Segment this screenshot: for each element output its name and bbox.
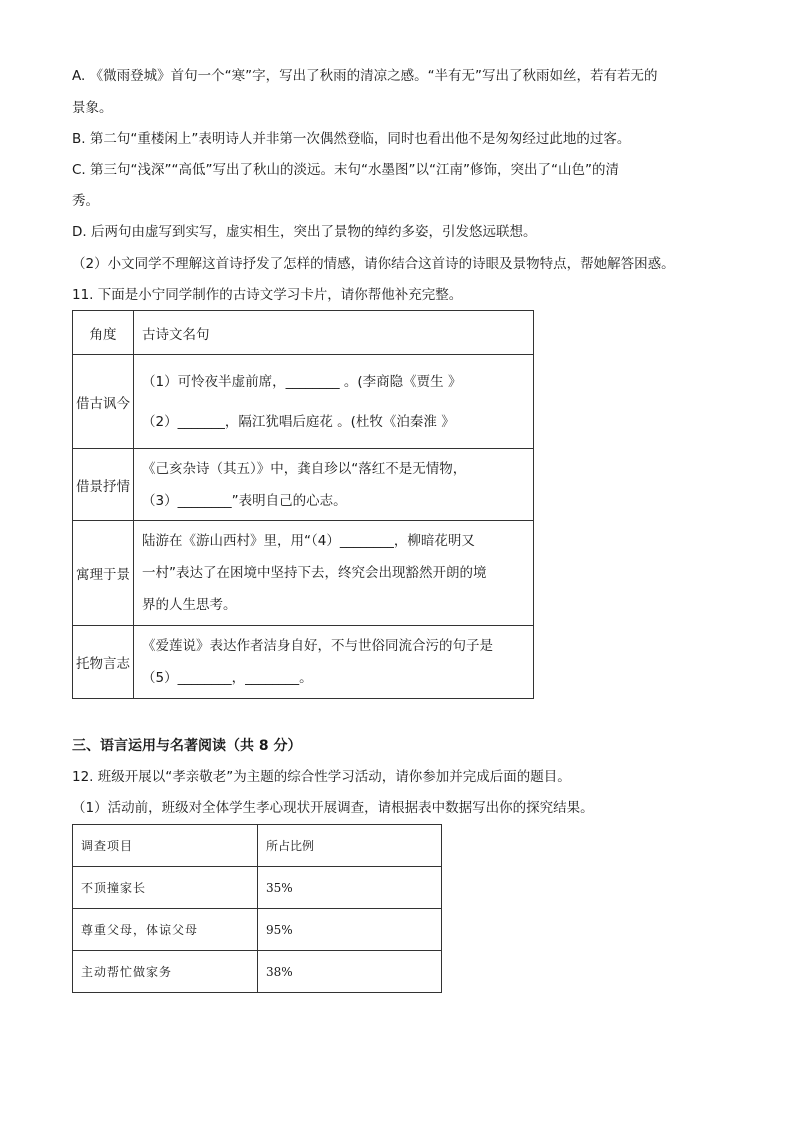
line: （5）________，________。 <box>142 670 313 686</box>
survey-item: 尊重父母，体谅父母 <box>73 909 258 951</box>
header-famous-lines: 古诗文名句 <box>134 311 534 355</box>
table-row <box>73 909 442 951</box>
lines-cell <box>134 355 534 449</box>
option-c-line2: 秀。 <box>72 193 99 209</box>
option-a-line2: 景象。 <box>72 100 113 116</box>
angle-cell: 借景抒情 <box>73 449 134 521</box>
header-proportion: 所占比例 <box>258 825 442 867</box>
line: （2）_______，隔江犹唱后庭花 。(杜牧《泊秦淮 》 <box>142 413 455 430</box>
lines-cell <box>134 521 534 626</box>
survey-value: 35% <box>258 867 442 909</box>
angle-cell: 借古讽今 <box>73 355 134 449</box>
table-row <box>73 521 534 626</box>
option-a-line1: A. 《微雨登城》首句一个“寒”字，写出了秋雨的清凉之感。“半有无”写出了秋雨如丝，若有若无的 <box>72 68 658 84</box>
line: （1）可怜夜半虚前席，________ 。(李商隐《贾生 》 <box>142 373 462 390</box>
question-12: 12. 班级开展以“孝亲敬老”为主题的综合性学习活动，请你参加并完成后面的题目。 <box>72 769 571 785</box>
line: 陆游在《游山西村》里，用“（4）________，柳暗花明又 <box>142 533 475 549</box>
question-10-2: （2）小文同学不理解这首诗抒发了怎样的情感，请你结合这首诗的诗眼及景物特点，帮她解答困惑。 <box>72 256 675 272</box>
table-row <box>73 355 534 449</box>
option-c-line1: C. 第三句“浅深”“高低”写出了秋山的淡远。末句“水墨图”以“江南”修饰，突出了“山色”的清 <box>72 162 619 178</box>
survey-item: 不顶撞家长 <box>73 867 258 909</box>
question-12-1: （1）活动前，班级对全体学生孝心现状开展调查，请根据表中数据写出你的探究结果。 <box>72 800 594 816</box>
lines-cell <box>134 626 534 699</box>
lines-cell <box>134 449 534 521</box>
option-d: D. 后两句由虚写到实写，虚实相生，突出了景物的绰约多姿，引发悠远联想。 <box>72 224 537 240</box>
option-b: B. 第二句“重楼闲上”表明诗人并非第一次偶然登临，同时也看出他不是匆匆经过此地的过客。 <box>72 131 631 147</box>
line: （3）________”表明自己的心志。 <box>142 492 347 509</box>
question-11: 11. 下面是小宁同学制作的古诗文学习卡片，请你帮他补充完整。 <box>72 287 463 303</box>
table-row <box>73 951 442 993</box>
section-3-heading: 三、语言运用与名著阅读（共 8 分） <box>72 738 302 754</box>
survey-item: 主动帮忙做家务 <box>73 951 258 993</box>
table-header-row <box>73 311 534 355</box>
header-angle: 角度 <box>73 311 134 355</box>
angle-cell: 寓理于景 <box>73 521 134 626</box>
angle-cell: 托物言志 <box>73 626 134 699</box>
line: 界的人生思考。 <box>142 597 237 613</box>
line: 一村”表达了在困境中坚持下去，终究会出现豁然开朗的境 <box>142 565 487 581</box>
poetry-card-table <box>72 310 534 699</box>
header-survey-item: 调查项目 <box>73 825 258 867</box>
survey-value: 95% <box>258 909 442 951</box>
table-row <box>73 449 534 521</box>
table-header-row <box>73 825 442 867</box>
survey-value: 38% <box>258 951 442 993</box>
survey-table <box>72 824 442 993</box>
line: 《己亥杂诗（其五）》中，龚自珍以“落红不是无情物， <box>142 460 467 477</box>
line: 《爱莲说》表达作者洁身自好，不与世俗同流合污的句子是 <box>142 638 493 654</box>
table-row <box>73 626 534 699</box>
table-row <box>73 867 442 909</box>
